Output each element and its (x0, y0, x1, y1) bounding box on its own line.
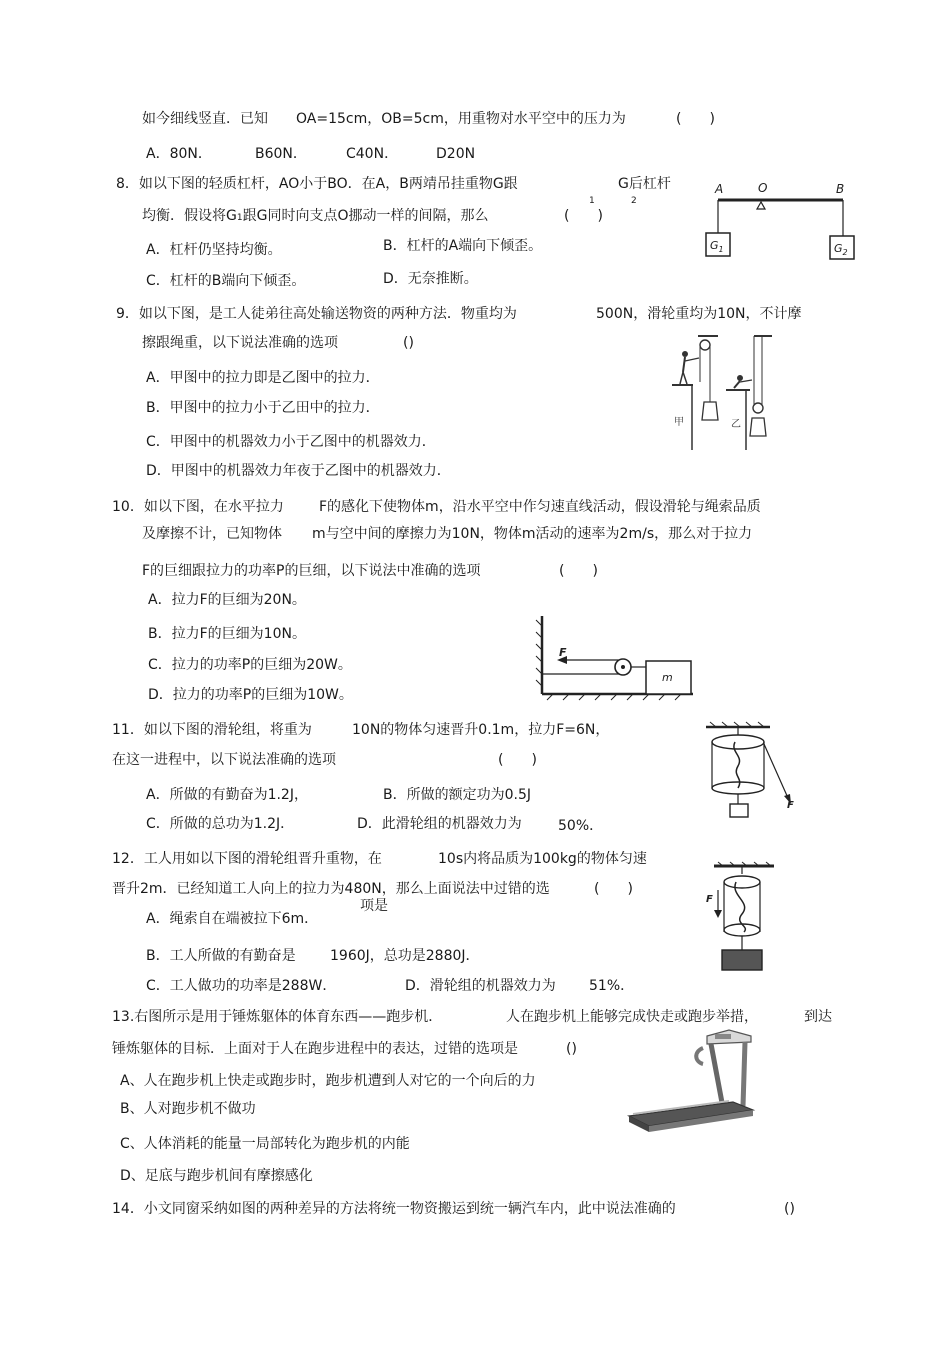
weight-g2-label: $G_2$ (834, 242, 848, 257)
fixed-pulley (712, 735, 764, 749)
worker-jia-head (682, 351, 688, 357)
fixed-pulley (724, 876, 760, 888)
label-m: m (662, 671, 673, 684)
q10-line1b: F的感化下使物体m，沿水平空中作匀速直线活动，假设滑轮与绳索品质 (319, 499, 761, 515)
q11-option-a: A．所做的有勤奋为1.2J， (146, 787, 308, 803)
workers-pulley-figure (668, 330, 778, 452)
load-yi (750, 418, 766, 436)
q8-line1-end: G后杠杆 (618, 176, 671, 192)
fulcrum-icon (757, 202, 765, 209)
q8-sub1: 1 (589, 196, 595, 206)
q8-option-d: D．无奈推断。 (383, 271, 478, 287)
treadmill-figure (625, 1026, 765, 1136)
lever-figure (700, 178, 860, 268)
worker-yi-body (734, 381, 740, 388)
q12-option-b-b: 1960J，总功是2880J． (330, 948, 480, 964)
q11-option-d-value: 50%． (558, 818, 604, 834)
treadmill-upright-front (711, 1044, 723, 1108)
q10-line2a: 及摩擦不计，已知物体 (142, 526, 282, 542)
q10-option-d: D．拉力的功率P的巨细为10W。 (148, 687, 353, 703)
q13-line1b: 人在跑步机上能够完成快走或跑步举措， (506, 1009, 758, 1025)
q12-line2-paren: ( ) (594, 881, 633, 897)
q10-line1a: 10．如以下图，在水平拉力 (112, 499, 284, 515)
q7-option-d: D20N (436, 146, 476, 162)
q8-sub2: 2 (631, 196, 637, 206)
q13-option-d: D、足底与跑步机间有摩擦感化 (120, 1168, 313, 1184)
q9-option-b: B．甲图中的拉力小于乙田中的拉力． (146, 400, 380, 416)
rope-pull (764, 744, 788, 798)
worker-yi-head (737, 375, 743, 381)
q7-option-c: C40N． (346, 146, 399, 162)
q7-option-b: B60N． (255, 146, 307, 162)
worker-jia-leg (683, 372, 687, 384)
q9-option-d: D．甲图中的机器效力年夜于乙图中的机器效力． (146, 463, 451, 479)
label-yi: 乙 (731, 419, 741, 430)
q14-line: 14．小文同窗采纳如图的两种差异的方法将统一物资搬运到统一辆汽车内，此中说法准确的 (112, 1201, 676, 1217)
q11-option-b: B．所做的额定功为0.5J (383, 787, 531, 803)
q11-option-c: C．所做的总功为1.2J． (146, 816, 295, 832)
q8-option-b: B．杠杆的A端向下倾歪。 (383, 238, 543, 254)
worker-jia-leg (680, 372, 683, 384)
q9-line2: 擦跟绳重，以下说法准确的选项 (142, 335, 338, 351)
horizontal-pulley-figure (535, 614, 695, 700)
q13-option-a: A、人在跑步机上快走或跑步时，跑步机遭到人对它的一个向后的力 (120, 1073, 536, 1089)
load-q12 (722, 950, 762, 970)
q10-option-a: A．拉力F的巨细为20N。 (148, 592, 306, 608)
label-f-q12: F (706, 894, 713, 905)
treadmill-display (715, 1034, 731, 1039)
q12-option-a: A．绳索自在端被拉下6m． (146, 911, 319, 927)
q11-line1b: 10N的物体匀速晋升0.1m，拉力F=6N， (352, 722, 610, 738)
worker-jia-arm (685, 358, 699, 361)
q7-paren: ( ) (676, 111, 715, 127)
pull-arrow-icon (714, 910, 722, 918)
lever-label-o: O (758, 181, 768, 195)
q12-line1b: 10s内将品质为100kg的物体匀速 (438, 851, 647, 867)
pulley-axle (621, 665, 625, 669)
weight-g1-label: $G_1$ (710, 239, 724, 254)
q13-option-b: B、人对跑步机不做功 (120, 1101, 256, 1117)
q10-option-c: C．拉力的功率P的巨细为20W。 (148, 657, 352, 673)
q9-option-a: A．甲图中的拉力即是乙图中的拉力． (146, 370, 380, 386)
label-jia: 甲 (674, 417, 684, 428)
q11-line1a: 11．如以下图的滑轮组，将重为 (112, 722, 312, 738)
q9-line1: 9．如以下图，是工人徒弟往高处输送物资的两种方法．物重均为 (116, 306, 517, 322)
pulley-jia (700, 340, 710, 350)
q12-option-c: C．工人做功的功率是288W． (146, 978, 337, 994)
load-jia (702, 402, 718, 420)
load-q11 (730, 804, 748, 817)
q12-option-d-value: 51%． (589, 978, 635, 994)
q11-paren: ( ) (498, 752, 537, 768)
q13-line1c: 到达 (804, 1009, 832, 1025)
q13-option-c: C、人体消耗的能量一局部转化为跑步机的内能 (120, 1136, 410, 1152)
pulley-yi (753, 403, 763, 413)
q8-line1: 8．如以下图的轻质杠杆，AO小于BO．在A，B两靖吊挂重物G跟 (116, 176, 518, 192)
q12-option-d: D．滑轮组的机器效力为 (405, 978, 556, 994)
q10-option-b: B．拉力F的巨细为10N。 (148, 626, 306, 642)
pulley-block-figure-q11 (702, 722, 802, 822)
q10-line3: F的巨细跟拉力的功率P的巨细，以下说法中准确的选项 (142, 563, 481, 579)
q7-formula: OA=15cm，OB=5cm，用重物对水平空中的压力为 (296, 111, 626, 127)
q7-line: 如今细线竖直．已知 (142, 111, 268, 127)
q12-line2: 晋升2m．已经知道工人向上的拉力为480N，那么上面说法中过错的选 (112, 881, 550, 897)
q9-paren: () (403, 335, 414, 351)
q7-option-a: A．80N． (146, 146, 212, 162)
label-f-q11: F (787, 800, 794, 811)
q13-line1a: 13.右图所示是用于锤炼躯体的体育东西——跑步机． (112, 1009, 443, 1025)
q8-line2: 均衡．假设将G1跟G同时向支点O挪动一样的间隔，那么 (142, 208, 489, 224)
q8-paren: ( ) (564, 208, 603, 224)
treadmill-upright-back (743, 1042, 745, 1106)
lever-label-b: B (836, 182, 845, 196)
q12-line2-wrap: 项是 (360, 898, 388, 914)
treadmill-handle (696, 1048, 703, 1064)
q11-option-d: D．此滑轮组的机器效力为 (357, 816, 522, 832)
q11-line2: 在这一进程中，以下说法准确的选项 (112, 752, 336, 768)
q9-option-c: C．甲图中的机器效力小于乙图中的机器效力． (146, 434, 436, 450)
label-f: F (559, 646, 567, 659)
q14-paren: () (784, 1201, 795, 1217)
q12-option-b-a: B．工人所做的有勤奋是 (146, 948, 296, 964)
q10-paren: ( ) (559, 563, 598, 579)
pulley-block-figure-q12 (700, 862, 780, 974)
q9-line1-end: 500N，滑轮重均为10N，不计摩 (596, 306, 802, 322)
q12-line1a: 12．工人用如以下图的滑轮组晋升重物，在 (112, 851, 382, 867)
movable-pulley (724, 924, 760, 936)
q8-option-a: A．杠杆仍坚持均衡。 (146, 242, 282, 258)
q13-paren: () (566, 1041, 577, 1057)
q13-line2: 锤炼躯体的目标．上面对于人在跑步进程中的表达，过错的选项是 (112, 1041, 518, 1057)
worker-jia-body (683, 357, 685, 372)
lever-label-a: A (715, 182, 724, 196)
q10-line2b: m与空中间的摩擦力为10N，物体m活动的速率为2m/s，那么对于拉力 (312, 526, 753, 542)
q8-option-c: C．杠杆的B端向下倾歪。 (146, 273, 306, 289)
